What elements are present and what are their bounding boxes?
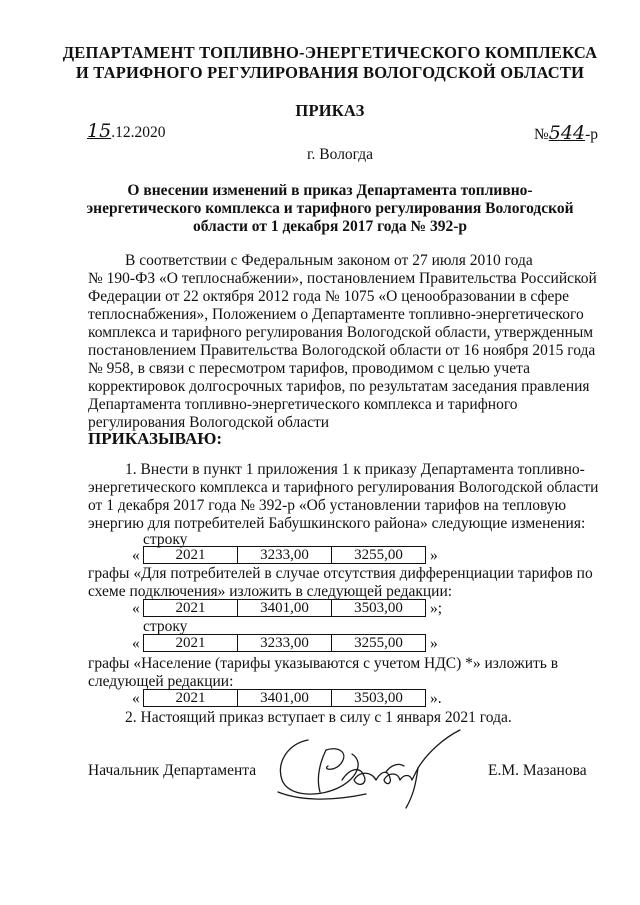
- value-cell: 3233,00: [238, 547, 332, 564]
- value-cell: 3255,00: [332, 547, 426, 564]
- preamble-line: корректировок долгосрочных тарифов, по результатам заседания правления: [88, 378, 590, 395]
- open-quote: «: [132, 690, 140, 707]
- item1-line: от 1 декабря 2017 года № 392-р «Об установлении тарифов на тепловую: [88, 497, 567, 514]
- city: г. Вологда: [306, 146, 374, 163]
- close-quote: »: [430, 635, 438, 652]
- item1-line: 1. Внести в пункт 1 приложения 1 к приказу Департамента топливно-: [125, 461, 585, 478]
- close-quote: »: [430, 547, 438, 564]
- grafy1-line: графы «Для потребителей в случае отсутствия дифференциации тарифов по: [88, 565, 593, 582]
- org-name-line2: И ТАРИФНОГО РЕГУЛИРОВАНИЯ ВОЛОГОДСКОЙ ОБЛАСТИ: [75, 63, 585, 82]
- year-cell: 2021: [144, 690, 238, 707]
- open-quote: «: [132, 547, 140, 564]
- tariff-row-4: [143, 689, 426, 707]
- preamble-line: Федерации от 22 октября 2012 года № 1075 «О ценообразовании в сфере: [88, 288, 570, 305]
- tariff-row-1: [143, 546, 426, 564]
- year-cell: 2021: [144, 547, 238, 564]
- stroku-label: строку: [143, 531, 188, 548]
- preamble-line: регулирования Вологодской области: [88, 414, 330, 431]
- item1-line: энергию для потребителей Бабушкинского района» следующие изменения:: [88, 515, 586, 532]
- subject-line2: энергетического комплекса и тарифного регулирования Вологодской: [86, 200, 574, 217]
- grafy1-line: схеме подключения» изложить в следующей редакции:: [88, 583, 453, 600]
- value-cell: 3401,00: [238, 690, 332, 707]
- document-number: [534, 124, 598, 144]
- document-type: ПРИКАЗ: [295, 101, 365, 120]
- year-cell: 2021: [144, 600, 238, 617]
- value-cell: 3255,00: [332, 635, 426, 652]
- signer-name: Е.М. Мазанова: [488, 762, 587, 779]
- preamble-line: комплекса и тарифного регулирования Вологодской области, утвержденным: [88, 324, 594, 341]
- number-handwritten: 544: [548, 122, 586, 144]
- signer-position: Начальник Департамента: [88, 762, 257, 779]
- value-cell: 3401,00: [238, 600, 332, 617]
- open-quote: «: [132, 635, 140, 652]
- preamble-line: В соответствии с Федеральным законом от 27 июля 2010 года: [125, 252, 533, 269]
- preamble-line: № 958, в связи с пересмотром тарифов, проводимом с целью учета: [88, 360, 530, 377]
- number-suffix: -р: [585, 126, 598, 143]
- subject-line1: О внесении изменений в приказ Департамента топливно-: [127, 182, 533, 199]
- date-day-handwritten: 15: [87, 120, 112, 142]
- item2: 2. Настоящий приказ вступает в силу с 1 января 2021 года.: [125, 709, 512, 726]
- org-name-line1: ДЕПАРТАМЕНТ ТОПЛИВНО-ЭНЕРГЕТИЧЕСКОГО КОМПЛЕКСА: [62, 43, 598, 62]
- subject-line3: области от 1 декабря 2017 года № 392-р: [192, 218, 468, 235]
- value-cell: 3233,00: [238, 635, 332, 652]
- year-cell: 2021: [144, 635, 238, 652]
- preamble-line: № 190-ФЗ «О теплоснабжении», постановлением Правительства Российской: [88, 270, 597, 287]
- order-word: ПРИКАЗЫВАЮ:: [88, 429, 223, 448]
- open-quote: «: [132, 600, 140, 617]
- handwritten-signature: [268, 722, 468, 812]
- item1-line: энергетического комплекса и тарифного регулирования Вологодской области: [88, 479, 599, 496]
- value-cell: 3503,00: [332, 690, 426, 707]
- close-quote-period: ».: [430, 690, 442, 707]
- date-month-year: .12.2020: [111, 124, 166, 141]
- preamble-line: Департамента топливно-энергетического комплекса и тарифного: [88, 396, 518, 413]
- document-date: [87, 122, 165, 142]
- value-cell: 3503,00: [332, 600, 426, 617]
- preamble-line: постановлением Правительства Вологодской области от 16 ноября 2015 года: [88, 342, 596, 359]
- grafy2-line: следующей редакции:: [88, 673, 234, 690]
- preamble-line: теплоснабжения», Положением о Департаменте топливно-энергетического: [88, 306, 584, 323]
- grafy2-line: графы «Население (тарифы указываются с учетом НДС) *» изложить в: [88, 655, 559, 672]
- close-quote-semicolon: »;: [430, 600, 443, 617]
- number-sign: №: [534, 126, 549, 143]
- stroku-label: строку: [143, 618, 188, 635]
- tariff-row-3: [143, 634, 426, 652]
- tariff-row-2: [143, 599, 426, 617]
